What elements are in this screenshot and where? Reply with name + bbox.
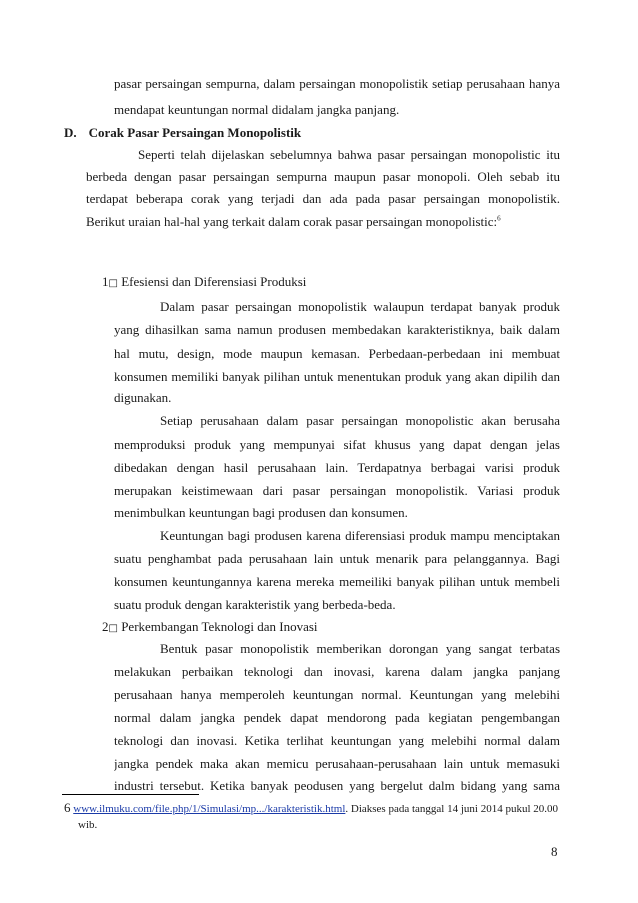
- text-line: melakukan perbaikan teknologi dan inovasi, karena dalam jangka panjang: [114, 664, 560, 679]
- page-number: 8: [551, 844, 558, 859]
- text-line: merupakan keistimewaan dari pasar persaingan monopolistik. Variasi produk: [114, 483, 560, 498]
- text-line: Keuntungan bagi produsen karena diferensiasi produk mampu menciptakan: [160, 528, 560, 543]
- list-number: 2: [102, 619, 109, 634]
- text-line: normal dalam jangka pendek dapat mendorong pada kegiatan pengembangan: [114, 710, 560, 725]
- footnote: [64, 800, 558, 817]
- text-line: yang dihasilkan sama namun produsen membedakan karakteristiknya, baik dalam: [114, 322, 560, 337]
- section-letter: D.: [64, 125, 77, 140]
- footnote-link[interactable]: www.ilmuku.com/file.php/1/Simulasi/mp.../karakteristik.html: [73, 803, 346, 815]
- text-line: terdapat beberapa corak yang terjadi dan ada pada pasar persaingan monopolistik.: [86, 191, 560, 206]
- list-title: Perkembangan Teknologi dan Inovasi: [121, 619, 318, 634]
- section-heading: [64, 125, 301, 141]
- text-line: menimbulkan keuntungan bagi produsen dan konsumen.: [114, 505, 408, 520]
- text-line: pasar persaingan sempurna, dalam persaingan monopolistik setiap perusahaan hanya: [114, 76, 560, 91]
- section-title: Corak Pasar Persaingan Monopolistik: [88, 125, 302, 140]
- text-line: Bentuk pasar monopolistik memberikan dorongan yang sangat terbatas: [160, 641, 560, 656]
- footnote-divider: [62, 794, 199, 795]
- text-line: Dalam pasar persaingan monopolistik walaupun terdapat banyak produk: [160, 299, 560, 314]
- text-line: suatu penghambat pada perusahaan lain untuk menarik para pelanggannya. Bagi: [114, 551, 560, 566]
- list-title: Efesiensi dan Diferensiasi Produksi: [121, 274, 307, 289]
- text-line: jangka pendek maka akan memicu perusahaan-perusahaan lain untuk memasuki: [114, 756, 560, 771]
- footnote-ref: 6: [497, 214, 501, 223]
- bullet-box-icon: □: [108, 278, 118, 289]
- text-line: Berikut uraian hal-hal yang terkait dalam corak pasar persaingan monopolistic:$^6$: [86, 214, 501, 229]
- footnote-text: . Diakses pada tanggal 14 juni 2014 pukul 20.00: [345, 803, 559, 815]
- footnote-number: 6: [64, 800, 71, 815]
- text-line: industri tersebut. Ketika banyak peodusen yang bergelut dalm bidang yang sama: [114, 778, 560, 793]
- text-line: memproduksi produk yang mempunyai sifat khusus yang dapat dengan jelas: [114, 437, 560, 452]
- text-line: dibedakan dengan hasil perusahaan lain. Terdapatnya berbagai varisi produk: [114, 460, 560, 475]
- text-line: Seperti telah dijelaskan sebelumnya bahwa pasar persaingan monopolistic itu: [138, 147, 560, 162]
- text-line: konsumen memiliki banyak pilihan untuk menentukan produk yang akan dipilih dan: [114, 369, 560, 384]
- text-line: teknologi dan inovasi. Ketika terlihat keuntungan yang melebihi normal dalam: [114, 733, 560, 748]
- list-item-heading: [102, 619, 318, 637]
- list-item-heading: [102, 274, 306, 292]
- text-line: konsumen keuntungannya karena mereka memeiliki banyak pilihan untuk membeli: [114, 574, 560, 589]
- text-line: hal mutu, design, mode maupun kemasan. Perbedaan-perbedaan ini membuat: [114, 346, 560, 361]
- text-line: perusahaan hanya memperoleh keuntungan normal. Keuntungan yang melebihi: [114, 687, 560, 702]
- list-number: 1: [102, 274, 109, 289]
- text-line: digunakan.: [114, 390, 172, 405]
- text-line: berbeda dengan pasar persaingan sempurna maupun pasar monopoli. Oleh sebab itu: [86, 169, 560, 184]
- text-line: suatu produk dengan karakteristik yang berbeda-beda.: [114, 597, 396, 612]
- text-line: mendapat keuntungan normal didalam jangka panjang.: [114, 102, 400, 117]
- text-line: Setiap perusahaan dalam pasar persaingan monopolistic akan berusaha: [160, 413, 560, 428]
- footnote-continuation: wib.: [78, 819, 98, 831]
- bullet-box-icon: □: [108, 623, 118, 634]
